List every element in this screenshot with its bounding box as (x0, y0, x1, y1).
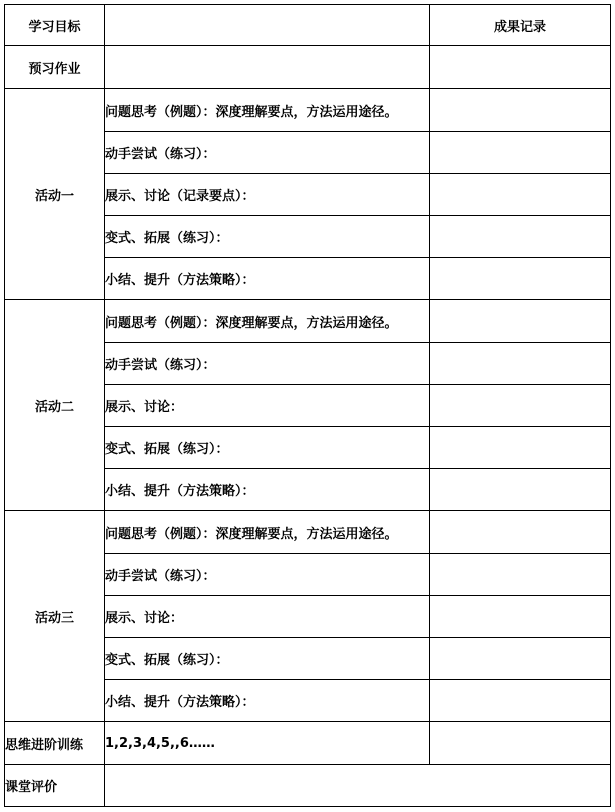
activity-1-record-2[interactable] (430, 131, 611, 173)
learning-plan-table (4, 4, 611, 807)
activity-2-step-2: 动手尝试（练习）： (105, 342, 430, 384)
activity-3-record-3[interactable] (430, 595, 611, 637)
activity-2-step-4: 变式、拓展（练习）： (105, 427, 430, 469)
activity-1-record-1[interactable] (430, 89, 611, 131)
training-content: 1,2,3,4,5,,6…… (105, 722, 430, 764)
activity-3-record-5[interactable] (430, 680, 611, 722)
evaluation-row (5, 764, 611, 806)
activity-1-step-1: 问题思考（例题）：深度理解要点，方法运用途径。 (105, 89, 430, 131)
activity-3-step-5: 小结、提升（方法策略）： (105, 680, 430, 722)
activity-1-label: 活动一 (5, 89, 105, 300)
learning-goal-label: 学习目标 (5, 5, 105, 46)
activity-1-row-1 (5, 89, 611, 131)
evaluation-cell[interactable] (105, 764, 611, 806)
activity-2-step-1: 问题思考（例题）：深度理解要点，方法运用途径。 (105, 300, 430, 342)
activity-3-record-1[interactable] (430, 511, 611, 553)
preview-label: 预习作业 (5, 46, 105, 89)
activity-1-record-5[interactable] (430, 258, 611, 300)
activity-2-record-5[interactable] (430, 469, 611, 511)
activity-1-step-4: 变式、拓展（练习）： (105, 216, 430, 258)
activity-2-record-3[interactable] (430, 384, 611, 426)
training-row (5, 722, 611, 764)
preview-record-cell[interactable] (430, 46, 611, 89)
training-label: 思维进阶训练 (5, 722, 105, 764)
activity-2-step-3: 展示、讨论： (105, 384, 430, 426)
learning-goal-cell[interactable] (105, 5, 430, 46)
activity-2-record-2[interactable] (430, 342, 611, 384)
activity-1-record-3[interactable] (430, 173, 611, 215)
activity-1-step-5: 小结、提升（方法策略）： (105, 258, 430, 300)
activity-3-step-2: 动手尝试（练习）： (105, 553, 430, 595)
preview-cell[interactable] (105, 46, 430, 89)
activity-3-step-3: 展示、讨论： (105, 595, 430, 637)
activity-3-record-2[interactable] (430, 553, 611, 595)
evaluation-label: 课堂评价 (5, 764, 105, 806)
activity-3-step-4: 变式、拓展（练习）： (105, 638, 430, 680)
activity-2-row-1 (5, 300, 611, 342)
record-header-label: 成果记录 (430, 5, 611, 46)
activity-3-row-1 (5, 511, 611, 553)
activity-2-record-1[interactable] (430, 300, 611, 342)
preview-row (5, 46, 611, 89)
activity-1-step-3: 展示、讨论（记录要点）： (105, 173, 430, 215)
training-record-cell[interactable] (430, 722, 611, 764)
activity-3-step-1: 问题思考（例题）：深度理解要点，方法运用途径。 (105, 511, 430, 553)
activity-3-record-4[interactable] (430, 638, 611, 680)
activity-2-record-4[interactable] (430, 427, 611, 469)
activity-2-step-5: 小结、提升（方法策略）： (105, 469, 430, 511)
header-row (5, 5, 611, 46)
activity-3-label: 活动三 (5, 511, 105, 722)
activity-2-label: 活动二 (5, 300, 105, 511)
activity-1-step-2: 动手尝试（练习）： (105, 131, 430, 173)
activity-1-record-4[interactable] (430, 216, 611, 258)
